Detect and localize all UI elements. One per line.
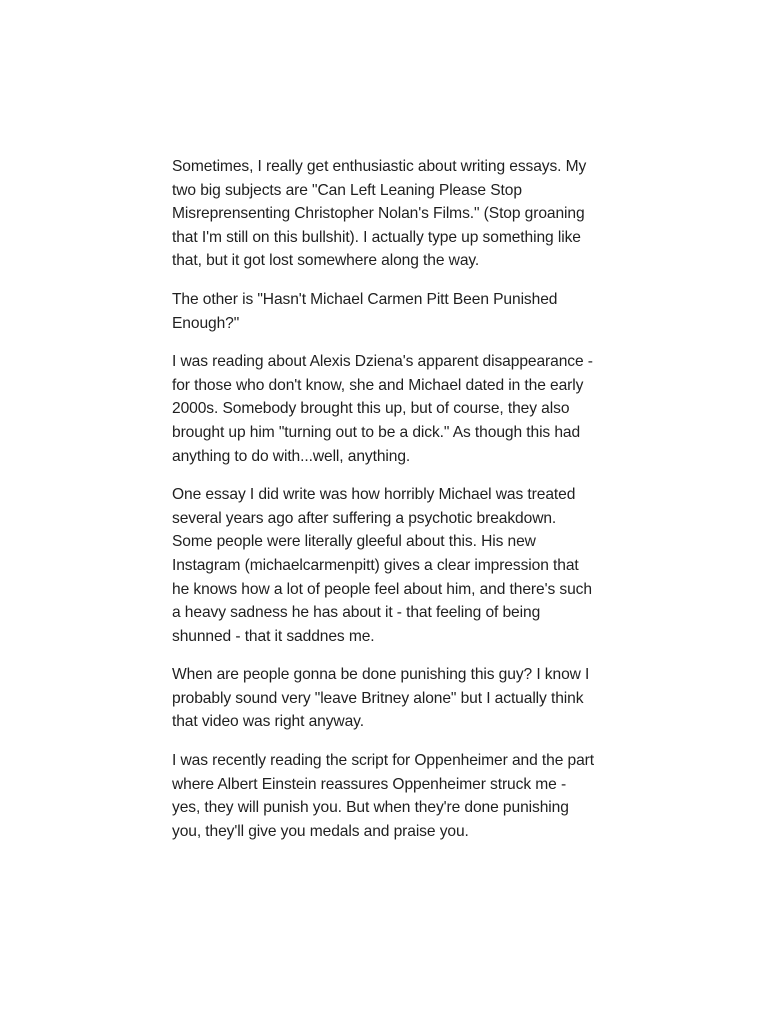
paragraph-1: Sometimes, I really get enthusiastic about writing essays. My two big subjects are "Can Left Leaning Please Stop Misreprensenting Christopher Nolan's Films." (Stop groaning that I'm still on this bullshit). I actually type up something like that, but it got lost somewhere along the way.	[172, 158, 587, 270]
paragraph-3: I was reading about Alexis Dziena's apparent disappearance - for those who don't know, she and Michael dated in the early 2000s. Somebody brought this up, but of course, they also brought up him "turning out to be a dick." As though this had anything to do with...well, anything.	[172, 353, 593, 465]
paragraph-2: The other is "Hasn't Michael Carmen Pitt Been Punished Enough?"	[172, 290, 558, 332]
post-body	[172, 155, 598, 858]
paragraph-4: One essay I did write was how horribly Michael was treated several years ago after suffering a psychotic breakdown. Some people were literally gleeful about this. His new Instagram (michaelcarmenpitt) gives a clear impression that he knows how a lot of people feel about him, and there's such a heavy sadness he has about it - that feeling of being shunned - that it saddnes me.	[172, 486, 592, 645]
paragraph-5: When are people gonna be done punishing this guy? I know I probably sound very "leave Britney alone" but I actually think that video was right anyway.	[172, 666, 590, 731]
paragraph-6: I was recently reading the script for Oppenheimer and the part where Albert Einstein reassures Oppenheimer struck me - yes, they will punish you. But when they're done punishing you, they'll give you medals and praise you.	[172, 752, 594, 840]
